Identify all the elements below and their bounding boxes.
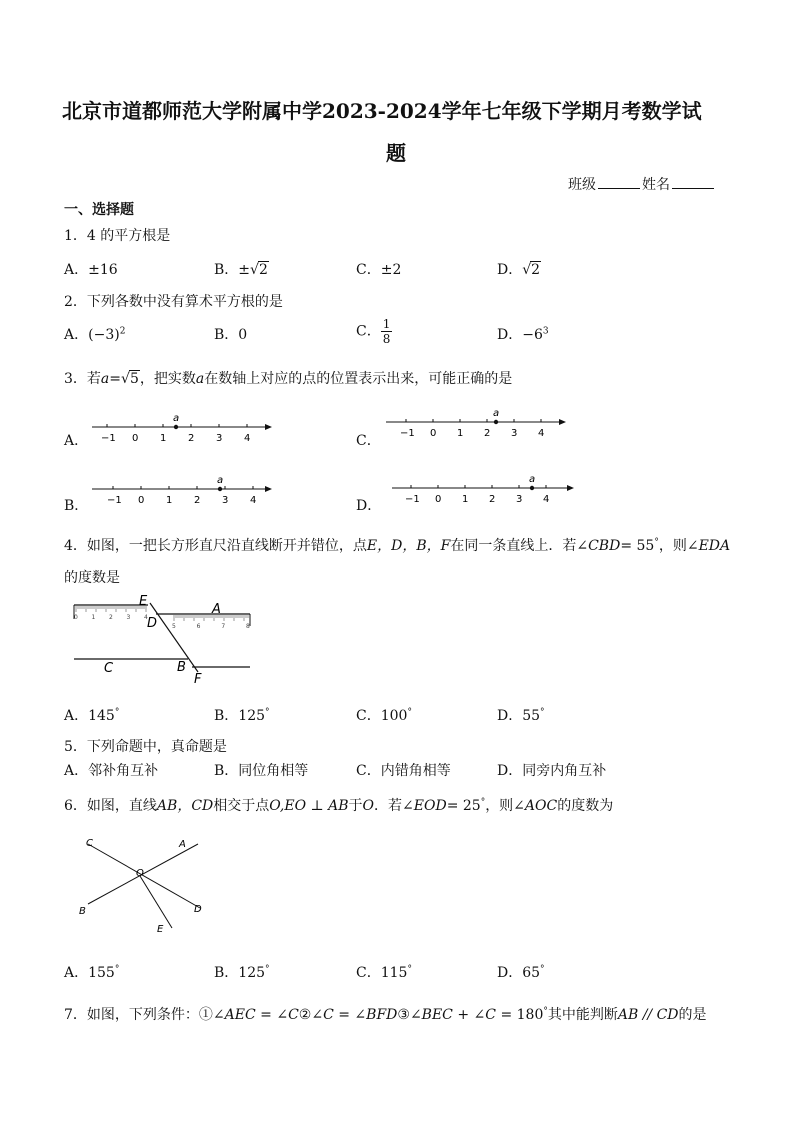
arrow-icon [265,486,272,492]
tick-label: −1 [107,495,122,506]
arrow-icon [559,419,566,425]
q7-pre: 7．如图，下列条件：①∠ [64,1007,225,1023]
point-label: a [529,474,536,485]
q7-c3: ③∠ [397,1007,422,1023]
degree-mark: ° [407,964,412,975]
q1-d-prefix: D． [497,262,523,278]
q5-option-d[interactable]: D．同旁内角互补 [497,763,607,779]
degree-mark: ° [114,707,120,718]
q3-mid: ，把实数 [139,371,196,387]
q3-numberline-d [390,471,580,507]
q5-stem: 5．下列命题中，真命题是 [64,739,227,755]
degree-mark: ° [540,964,545,975]
label-b: B [79,906,86,917]
class-name-fields [568,174,716,194]
label-f: F [194,672,202,684]
tick-label: −1 [400,428,415,439]
q3-var: a [100,371,110,387]
q2-d-exp: 3 [542,326,549,337]
q6-perp: O,EO ⊥ AB [269,798,349,814]
q4-d-text: D．55 [497,708,541,724]
tick-label: 2 [484,428,491,439]
tick-label: 2 [188,433,195,444]
q7-c2c: BFD [366,1007,398,1023]
ruler-left-ticks [74,606,148,621]
ruler-number: 5 [172,623,176,630]
q6-mid2: 于 [348,798,363,814]
q2-a-expr: (−3) [88,327,120,343]
q2-option-d[interactable] [497,324,549,344]
point-a [174,425,178,429]
q2-option-a[interactable] [64,324,125,344]
tick-label: 4 [250,495,257,506]
ruler-number: 7 [221,623,226,630]
q3-post: 在数轴上对应的点的位置表示出来，可能正确的是 [204,371,513,387]
degree-mark: ° [654,537,659,548]
q4-stem-c: ，则∠ [658,538,699,554]
q4-b-text: B．125 [214,708,266,724]
q2-a-prefix: A． [64,327,89,343]
q2-option-b[interactable]: B．0 [214,327,248,343]
label-o: O [136,868,144,879]
q1-b-radicand: 2 [258,262,268,278]
label-b: B [177,660,186,675]
q2-d-prefix: D． [497,327,523,343]
q6-pre: 6．如图，直线 [64,798,157,814]
q4-stem [64,535,730,555]
q7-c3b: + ∠ [452,1007,486,1023]
tick-label: 4 [543,494,550,505]
point-label: a [217,475,224,486]
tick-label: 0 [138,495,145,506]
sqrt-icon: √ [121,371,130,387]
page-title: 北京市道都师范大学附属中学2023-2024学年七年级下学期月考数学试 [62,99,702,123]
q3-pre: 3．若 [64,371,101,387]
tick-label: −1 [101,433,116,444]
label-d: D [147,616,158,631]
label-a: A [212,602,221,617]
class-label: 班级 [568,177,596,193]
q3-option-a[interactable]: A． [64,433,89,449]
q5-option-b[interactable]: B．同位角相等 [214,763,309,779]
q2-c-den: 8 [382,332,391,346]
q7-end: 的是 [678,1007,707,1023]
q7-stem [64,1004,707,1024]
q3-eq: = [109,371,122,387]
ruler-number: 6 [196,623,201,630]
tick-label: 3 [516,494,523,505]
q1-d-radicand: 2 [531,262,541,278]
q1-option-d[interactable] [497,259,541,279]
q6-option-a[interactable] [64,962,119,982]
sqrt-icon: √ [522,262,532,278]
page-title-line2: 题 [386,141,406,165]
q6-option-c[interactable] [356,962,412,982]
tick-label: 3 [511,428,518,439]
ruler-right-ticks [172,615,250,630]
q7-c3c: C [485,1007,496,1023]
q4-ruler-figure [70,592,260,684]
label-c: C [86,838,93,849]
arrow-icon [567,485,574,491]
q4-stem-b: 在同一条直线上．若∠ [450,538,589,554]
q2-c-prefix: C． [356,323,381,340]
tick-label: 2 [489,494,496,505]
tick-label: −1 [405,494,420,505]
q6-c-text: C．115 [356,965,408,981]
q6-option-b[interactable] [214,962,270,982]
label-a: A [179,839,186,850]
q1-stem: 1．4 的平方根是 [64,228,171,244]
degree-mark: ° [480,797,486,808]
q1-option-c[interactable]: C．±2 [356,262,402,278]
q7-c1: AEC [224,1007,256,1023]
q6-post: ，则∠ [485,798,525,814]
ruler-number: 2 [109,614,113,621]
q6-b-text: B．125 [214,965,266,981]
ruler-number: 8 [246,623,250,630]
section-heading: 一、选择题 [64,202,134,218]
tick-label: 3 [216,433,223,444]
label-e: E [139,594,148,609]
q3-option-d[interactable]: D． [356,498,382,514]
q6-lines-figure [74,832,224,940]
q3-rad: 5 [129,371,139,387]
ruler-number: 4 [144,614,148,621]
q7-parallel: AB // CD [617,1007,679,1023]
tick-label: 4 [538,428,545,439]
q2-c-fraction [381,317,393,346]
q7-c2: ②∠ [298,1007,324,1023]
q3-numberline-c [384,405,574,441]
q6-d-text: D．65 [497,965,541,981]
arrow-icon [265,424,272,430]
q2-option-c[interactable] [356,317,392,346]
q6-a-text: A．155 [64,965,115,981]
q7-post: 其中能判断 [547,1007,618,1023]
tick-label: 2 [194,495,201,506]
q2-d-expr: −6 [522,327,543,343]
q3-var2: a [195,371,205,387]
q6-angle2: AOC [524,798,558,814]
degree-mark: ° [543,1006,548,1017]
q7-c1b: = ∠ [255,1007,289,1023]
q6-lines: AB，CD [156,798,214,814]
q6-stem [64,795,613,815]
q3-numberline-b [90,472,280,508]
q7-c3a: BEC [421,1007,453,1023]
q4-points: E，D，B，F [366,538,451,554]
tick-label: 0 [430,428,437,439]
q6-angle: EOD [413,798,447,814]
tick-label: 4 [244,433,251,444]
q3-stem [64,368,512,388]
point-label: a [173,413,180,424]
q7-c2b: = ∠ [333,1007,367,1023]
name-blank[interactable] [672,176,714,189]
q4-option-a[interactable] [64,705,119,725]
q4-option-d[interactable] [497,705,545,725]
sqrt-icon: √ [250,262,259,278]
ruler-number: 0 [74,614,78,621]
q3-option-b[interactable]: B． [64,498,89,514]
q6-mid3: ．若∠ [374,798,414,814]
name-label: 姓名 [642,177,670,193]
q4-angle2: EDA [698,538,731,554]
q4-option-b[interactable] [214,705,270,725]
q4-option-c[interactable] [356,705,412,725]
q1-option-b[interactable] [214,259,269,279]
degree-mark: ° [265,707,270,718]
q7-c1c: C [288,1007,299,1023]
q4-stem-a: 4．如图，一把长方形直尺沿直线断开并错位，点 [64,538,367,554]
q6-end: 的度数为 [557,798,614,814]
class-blank[interactable] [598,176,640,189]
q4-angle1: CBD [588,538,621,554]
q5-option-a[interactable]: A．邻补角互补 [64,763,159,779]
label-d: D [194,904,202,915]
tick-label: 1 [160,433,167,444]
q6-o: O [362,798,375,814]
degree-mark: ° [407,707,412,718]
q7-c2a: C [323,1007,334,1023]
q6-option-d[interactable] [497,962,545,982]
q2-c-num: 1 [382,317,391,331]
degree-mark: ° [540,707,545,718]
degree-mark: ° [265,964,270,975]
q7-c3d: = 180 [496,1007,544,1023]
tick-label: 1 [166,495,173,506]
q4-c-text: C．100 [356,708,408,724]
q2-stem: 2．下列各数中没有算术平方根的是 [64,294,283,310]
q5-option-c[interactable]: C．内错角相等 [356,763,451,779]
q2-a-exp: 2 [119,326,126,337]
ruler-number: 3 [126,614,131,621]
tick-label: 1 [457,428,464,439]
point-a [494,420,498,424]
q6-mid: 相交于点 [213,798,270,814]
point-a [218,487,222,491]
point-label: a [493,408,500,419]
q3-option-c[interactable]: C． [356,433,381,449]
degree-mark: ° [114,964,120,975]
tick-label: 0 [435,494,442,505]
q1-option-a[interactable]: A．±16 [64,262,118,278]
tick-label: 0 [132,433,139,444]
q4-stem-line2: 的度数是 [64,570,120,586]
tick-label: 1 [462,494,469,505]
label-e: E [157,924,164,935]
point-a [530,486,534,490]
q4-a-text: A．145 [64,708,115,724]
tick-label: 3 [222,495,229,506]
q3-numberline-a [90,410,280,446]
q6-eq: = 25 [446,798,481,814]
label-c: C [104,661,114,676]
q4-eq: = 55 [620,538,655,554]
ruler-number: 1 [91,614,96,621]
q1-b-prefix: B．± [214,262,251,278]
